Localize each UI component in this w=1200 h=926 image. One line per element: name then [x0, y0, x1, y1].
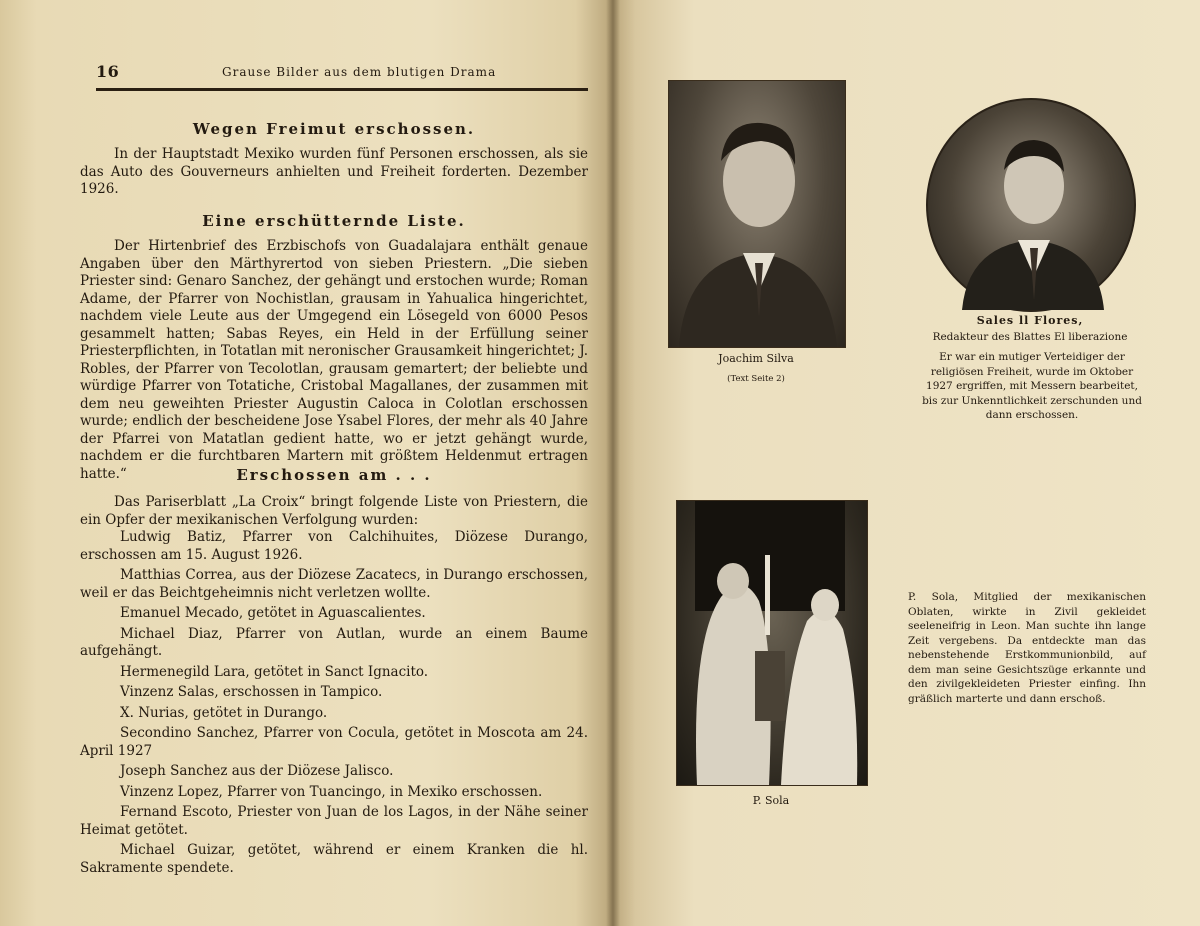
photo-caption: Sales ll Flores,: [976, 314, 1084, 327]
photo-caption: P. Sola: [752, 794, 790, 807]
paragraph: In der Hauptstadt Mexiko wurden fünf Personen erschossen, als sie das Auto des Gouverneurs anhielten und Freiheit forderten. Dezember 1926.: [80, 146, 588, 197]
list-item: X. Nurias, getötet in Durango.: [120, 704, 328, 721]
book-gutter: [606, 0, 620, 926]
list-item: Michael Diaz, Pfarrer von Autlan, wurde an einem Baume aufgehängt.: [80, 625, 588, 659]
section-heading-freimut: Wegen Freimut erschossen.: [192, 120, 476, 138]
list-item: Emanuel Mecado, getötet in Aguascalientes.: [120, 605, 426, 621]
portrait-photo-silva: [668, 80, 846, 348]
header-rule: [96, 88, 588, 91]
running-title: Grause Bilder aus dem blutigen Drama: [222, 65, 497, 79]
list-item: Vinzenz Lopez, Pfarrer von Tuancingo, in Mexiko erschossen.: [120, 783, 543, 800]
list-item: Michael Guizar, getötet, während er einem Kranken die hl. Sakramente spendete.: [80, 842, 588, 876]
photo-subcaption: Redakteur des Blattes El liberazione: [932, 331, 1128, 343]
section-heading-liste: Eine erschütternde Liste.: [202, 212, 466, 230]
photo-caption: Joachim Silva: [718, 352, 794, 365]
list-item: Joseph Sanchez aus der Diözese Jalisco.: [120, 763, 394, 779]
section-text-erschossen: [80, 494, 588, 880]
list-item: Ludwig Batiz, Pfarrer von Calchihuites, Diözese Durango, erschossen am 15. August 1926.: [80, 529, 588, 563]
section-text-liste: [80, 238, 588, 483]
priest-list: [80, 529, 588, 877]
list-item: Matthias Correa, aus der Diözese Zacatecs, in Durango erschossen, weil er das Beichtgeheimnis nicht verletzen wollte.: [80, 567, 588, 601]
portrait-figure-icon: [928, 100, 1134, 310]
paragraph-intro: Das Pariserblatt „La Croix“ bringt folgende Liste von Priestern, die ein Opfer der mexikanischen Verfolgung wurden:: [80, 494, 588, 528]
photo-subcaption: (Text Seite 2): [727, 374, 785, 384]
communion-photo-sola: [676, 500, 868, 786]
list-item: Fernand Escoto, Priester von Juan de los Lagos, in der Nähe seiner Heimat getötet.: [80, 804, 588, 838]
list-item: Secondino Sanchez, Pfarrer von Cocula, getötet in Moscota am 24. April 1927: [80, 725, 588, 759]
section-heading-erschossen: Erschossen am . . .: [236, 466, 432, 484]
paragraph: Der Hirtenbrief des Erzbischofs von Guadalajara enthält genaue Angaben über den Märthyrertod von sieben Priestern. „Die sieben Priester sind: Genaro Sanchez, der gehängt und erstochen wurde; Roman Adame, der Pfarrer von Nochistlan, grausam in Yahualica hingerichtet, nachdem viele Leute aus der Umgegend ein Lösegeld von 6000 Pesos gesammelt hatten; Sabas Reyes, ein Held in der Erfüllung seiner Priesterpflichten, in Totatlan mit neronischer Grausamkeit hingerichtet; J. Robles, der Pfarrer von Tecolotlan, grausam gemartert; der beliebte und würdige Pfarrer von Totatiche, Cristobal Magallanes, der zusammen mit dem neu geweihten Priester Augustin Caloca in Colotlan erschossen wurde; endlich der bescheidene Jose Ysabel Flores, der mehr als 40 Jahre der Pfarrei von Matatlan gedient hatte, wo er jetzt gehängt wurde, nachdem er die furchtbaren Martern mit größtem Heldenmut ertragen hatte.“: [80, 238, 588, 482]
running-head: [96, 60, 588, 86]
list-item: Vinzenz Salas, erschossen in Tampico.: [120, 684, 383, 700]
portrait-photo-flores: [926, 98, 1136, 312]
portrait-figure-icon: [669, 81, 845, 347]
section-text-freimut: [80, 146, 588, 199]
right-page: [612, 0, 1200, 926]
photo-description: P. Sola, Mitglied der mexikanischen Oblaten, wirkte in Zivil gekleidet seeleneifrig in Leon. Man suchte ihn lange Zeit vergebens. Da entdeckte man das nebenstehende Erstkommunionbild, auf dem man seine Gesichtszüge erkannte und den zivilgekleideten Priester einfing. Ihn gräßlich marterte und dann erschoß.: [908, 591, 1146, 705]
list-item: Hermenegild Lara, getötet in Sanct Ignacito.: [120, 663, 429, 680]
photo-description: Er war ein mutiger Verteidiger der religiösen Freiheit, wurde im Oktober 1927 ergriffen, mit Messern bearbeitet, bis zur Unkenntlichkeit zerschunden und dann erschossen.: [922, 351, 1142, 421]
communion-scene-icon: [677, 501, 867, 785]
page-number: 16: [96, 62, 120, 81]
